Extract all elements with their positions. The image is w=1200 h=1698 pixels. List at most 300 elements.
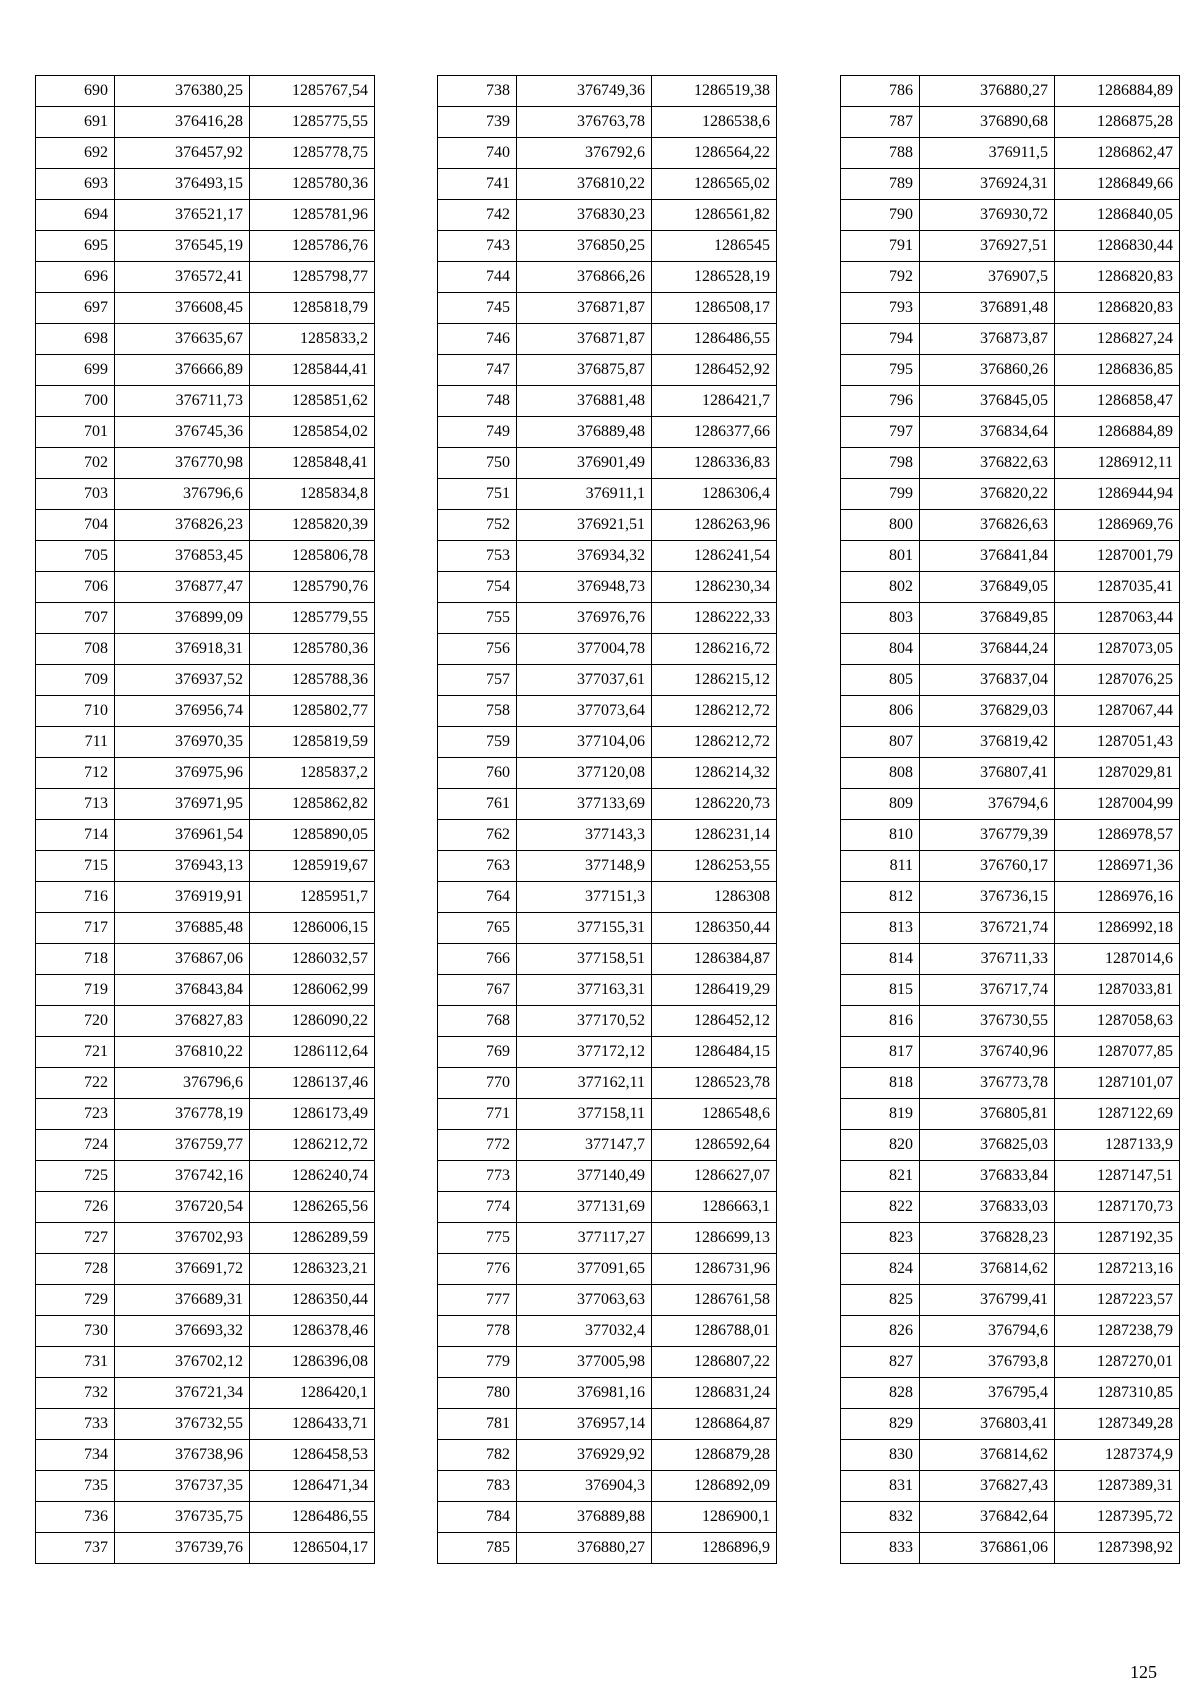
point-number-cell: 743 xyxy=(438,231,517,262)
x-coordinate-cell: 376871,87 xyxy=(517,293,652,324)
point-number-cell: 749 xyxy=(438,417,517,448)
table-row xyxy=(36,1130,375,1161)
point-number-cell: 734 xyxy=(36,1440,115,1471)
point-number-cell: 772 xyxy=(438,1130,517,1161)
point-number-cell: 766 xyxy=(438,944,517,975)
point-number-cell: 693 xyxy=(36,169,115,200)
point-number-cell: 741 xyxy=(438,169,517,200)
x-coordinate-cell: 376889,48 xyxy=(517,417,652,448)
table-row xyxy=(36,262,375,293)
point-number-cell: 773 xyxy=(438,1161,517,1192)
point-number-cell: 735 xyxy=(36,1471,115,1502)
table-row xyxy=(438,293,777,324)
point-number-cell: 708 xyxy=(36,634,115,665)
x-coordinate-cell: 376736,15 xyxy=(920,882,1055,913)
x-coordinate-cell: 377032,4 xyxy=(517,1316,652,1347)
x-coordinate-cell: 376956,74 xyxy=(115,696,250,727)
x-coordinate-cell: 376841,84 xyxy=(920,541,1055,572)
point-number-cell: 712 xyxy=(36,758,115,789)
point-number-cell: 825 xyxy=(841,1285,920,1316)
point-number-cell: 717 xyxy=(36,913,115,944)
point-number-cell: 720 xyxy=(36,1006,115,1037)
y-coordinate-cell: 1287374,9 xyxy=(1055,1440,1180,1471)
table-row xyxy=(841,293,1180,324)
table-row xyxy=(438,231,777,262)
x-coordinate-cell: 376737,35 xyxy=(115,1471,250,1502)
y-coordinate-cell: 1285781,96 xyxy=(250,200,375,231)
y-coordinate-cell: 1287077,85 xyxy=(1055,1037,1180,1068)
x-coordinate-cell: 376873,87 xyxy=(920,324,1055,355)
point-number-cell: 777 xyxy=(438,1285,517,1316)
x-coordinate-cell: 376904,3 xyxy=(517,1471,652,1502)
point-number-cell: 697 xyxy=(36,293,115,324)
table-row xyxy=(841,138,1180,169)
y-coordinate-cell: 1285820,39 xyxy=(250,510,375,541)
x-coordinate-cell: 376937,52 xyxy=(115,665,250,696)
table-row xyxy=(438,200,777,231)
point-number-cell: 810 xyxy=(841,820,920,851)
x-coordinate-cell: 376810,22 xyxy=(517,169,652,200)
y-coordinate-cell: 1286627,07 xyxy=(652,1161,777,1192)
point-number-cell: 763 xyxy=(438,851,517,882)
table-row xyxy=(841,510,1180,541)
table-row xyxy=(438,665,777,696)
y-coordinate-cell: 1285890,05 xyxy=(250,820,375,851)
point-number-cell: 719 xyxy=(36,975,115,1006)
x-coordinate-cell: 376911,1 xyxy=(517,479,652,510)
table-row xyxy=(36,1068,375,1099)
y-coordinate-cell: 1286420,1 xyxy=(250,1378,375,1409)
x-coordinate-cell: 376827,83 xyxy=(115,1006,250,1037)
x-coordinate-cell: 376545,19 xyxy=(115,231,250,262)
table-row xyxy=(36,665,375,696)
y-coordinate-cell: 1287133,9 xyxy=(1055,1130,1180,1161)
table-row xyxy=(36,1378,375,1409)
table-row xyxy=(36,1285,375,1316)
y-coordinate-cell: 1287063,44 xyxy=(1055,603,1180,634)
point-number-cell: 709 xyxy=(36,665,115,696)
point-number-cell: 706 xyxy=(36,572,115,603)
point-number-cell: 756 xyxy=(438,634,517,665)
x-coordinate-cell: 376957,14 xyxy=(517,1409,652,1440)
x-coordinate-cell: 376845,05 xyxy=(920,386,1055,417)
y-coordinate-cell: 1286699,13 xyxy=(652,1223,777,1254)
table-row xyxy=(36,1471,375,1502)
y-coordinate-cell: 1286350,44 xyxy=(652,913,777,944)
y-coordinate-cell: 1286062,99 xyxy=(250,975,375,1006)
point-number-cell: 728 xyxy=(36,1254,115,1285)
x-coordinate-cell: 376380,25 xyxy=(115,76,250,107)
x-coordinate-cell: 376842,64 xyxy=(920,1502,1055,1533)
y-coordinate-cell: 1285798,77 xyxy=(250,262,375,293)
x-coordinate-cell: 376720,54 xyxy=(115,1192,250,1223)
table-row xyxy=(841,1533,1180,1564)
y-coordinate-cell: 1286592,64 xyxy=(652,1130,777,1161)
point-number-cell: 803 xyxy=(841,603,920,634)
table-row xyxy=(438,417,777,448)
y-coordinate-cell: 1286090,22 xyxy=(250,1006,375,1037)
table-row xyxy=(438,696,777,727)
point-number-cell: 799 xyxy=(841,479,920,510)
x-coordinate-cell: 376796,6 xyxy=(115,479,250,510)
x-coordinate-cell: 376943,13 xyxy=(115,851,250,882)
x-coordinate-cell: 376833,84 xyxy=(920,1161,1055,1192)
table-row xyxy=(841,1378,1180,1409)
y-coordinate-cell: 1286384,87 xyxy=(652,944,777,975)
x-coordinate-cell: 377148,9 xyxy=(517,851,652,882)
table-row xyxy=(36,1006,375,1037)
y-coordinate-cell: 1287122,69 xyxy=(1055,1099,1180,1130)
point-number-cell: 726 xyxy=(36,1192,115,1223)
y-coordinate-cell: 1286419,29 xyxy=(652,975,777,1006)
y-coordinate-cell: 1285851,62 xyxy=(250,386,375,417)
y-coordinate-cell: 1286486,55 xyxy=(250,1502,375,1533)
x-coordinate-cell: 376901,49 xyxy=(517,448,652,479)
x-coordinate-cell: 376825,03 xyxy=(920,1130,1055,1161)
point-number-cell: 820 xyxy=(841,1130,920,1161)
table-row xyxy=(438,1440,777,1471)
point-number-cell: 718 xyxy=(36,944,115,975)
point-number-cell: 713 xyxy=(36,789,115,820)
x-coordinate-cell: 376849,85 xyxy=(920,603,1055,634)
x-coordinate-cell: 376691,72 xyxy=(115,1254,250,1285)
x-coordinate-cell: 377155,31 xyxy=(517,913,652,944)
x-coordinate-cell: 376735,75 xyxy=(115,1502,250,1533)
x-coordinate-cell: 376819,42 xyxy=(920,727,1055,758)
y-coordinate-cell: 1286663,1 xyxy=(652,1192,777,1223)
y-coordinate-cell: 1287238,79 xyxy=(1055,1316,1180,1347)
x-coordinate-cell: 376881,48 xyxy=(517,386,652,417)
x-coordinate-cell: 376981,16 xyxy=(517,1378,652,1409)
x-coordinate-cell: 376850,25 xyxy=(517,231,652,262)
point-number-cell: 704 xyxy=(36,510,115,541)
table-row xyxy=(438,882,777,913)
y-coordinate-cell: 1286561,82 xyxy=(652,200,777,231)
y-coordinate-cell: 1286504,17 xyxy=(250,1533,375,1564)
y-coordinate-cell: 1286538,6 xyxy=(652,107,777,138)
x-coordinate-cell: 376608,45 xyxy=(115,293,250,324)
table-row xyxy=(36,913,375,944)
table-row xyxy=(841,1471,1180,1502)
x-coordinate-cell: 376814,62 xyxy=(920,1440,1055,1471)
x-coordinate-cell: 376416,28 xyxy=(115,107,250,138)
x-coordinate-cell: 377140,49 xyxy=(517,1161,652,1192)
point-number-cell: 818 xyxy=(841,1068,920,1099)
point-number-cell: 804 xyxy=(841,634,920,665)
table-row xyxy=(438,789,777,820)
point-number-cell: 812 xyxy=(841,882,920,913)
table-row xyxy=(438,1068,777,1099)
x-coordinate-cell: 376702,93 xyxy=(115,1223,250,1254)
y-coordinate-cell: 1287223,57 xyxy=(1055,1285,1180,1316)
table-row xyxy=(36,820,375,851)
y-coordinate-cell: 1285919,67 xyxy=(250,851,375,882)
x-coordinate-cell: 376880,27 xyxy=(517,1533,652,1564)
point-number-cell: 721 xyxy=(36,1037,115,1068)
point-number-cell: 808 xyxy=(841,758,920,789)
y-coordinate-cell: 1286137,46 xyxy=(250,1068,375,1099)
x-coordinate-cell: 376929,92 xyxy=(517,1440,652,1471)
table-row xyxy=(36,882,375,913)
x-coordinate-cell: 376794,6 xyxy=(920,1316,1055,1347)
x-coordinate-cell: 376773,78 xyxy=(920,1068,1055,1099)
table-row xyxy=(841,231,1180,262)
table-row xyxy=(841,603,1180,634)
y-coordinate-cell: 1286323,21 xyxy=(250,1254,375,1285)
x-coordinate-cell: 376889,88 xyxy=(517,1502,652,1533)
point-number-cell: 710 xyxy=(36,696,115,727)
table-row xyxy=(841,913,1180,944)
y-coordinate-cell: 1287270,01 xyxy=(1055,1347,1180,1378)
x-coordinate-cell: 376739,76 xyxy=(115,1533,250,1564)
y-coordinate-cell: 1286820,83 xyxy=(1055,293,1180,324)
y-coordinate-cell: 1286350,44 xyxy=(250,1285,375,1316)
y-coordinate-cell: 1287067,44 xyxy=(1055,696,1180,727)
x-coordinate-cell: 376493,15 xyxy=(115,169,250,200)
y-coordinate-cell: 1286831,24 xyxy=(652,1378,777,1409)
point-number-cell: 769 xyxy=(438,1037,517,1068)
point-number-cell: 722 xyxy=(36,1068,115,1099)
y-coordinate-cell: 1286879,28 xyxy=(652,1440,777,1471)
x-coordinate-cell: 377170,52 xyxy=(517,1006,652,1037)
x-coordinate-cell: 376693,32 xyxy=(115,1316,250,1347)
x-coordinate-cell: 376890,68 xyxy=(920,107,1055,138)
y-coordinate-cell: 1285806,78 xyxy=(250,541,375,572)
point-number-cell: 753 xyxy=(438,541,517,572)
table-row xyxy=(36,448,375,479)
table-row xyxy=(36,1533,375,1564)
x-coordinate-cell: 376829,03 xyxy=(920,696,1055,727)
point-number-cell: 782 xyxy=(438,1440,517,1471)
y-coordinate-cell: 1285778,75 xyxy=(250,138,375,169)
x-coordinate-cell: 376861,06 xyxy=(920,1533,1055,1564)
table-row xyxy=(438,479,777,510)
x-coordinate-cell: 376457,92 xyxy=(115,138,250,169)
x-coordinate-cell: 376875,87 xyxy=(517,355,652,386)
table-row xyxy=(438,262,777,293)
x-coordinate-cell: 376711,33 xyxy=(920,944,1055,975)
y-coordinate-cell: 1286862,47 xyxy=(1055,138,1180,169)
y-coordinate-cell: 1287004,99 xyxy=(1055,789,1180,820)
y-coordinate-cell: 1286308 xyxy=(652,882,777,913)
point-number-cell: 795 xyxy=(841,355,920,386)
point-number-cell: 786 xyxy=(841,76,920,107)
table-row xyxy=(841,76,1180,107)
y-coordinate-cell: 1287147,51 xyxy=(1055,1161,1180,1192)
y-coordinate-cell: 1286006,15 xyxy=(250,913,375,944)
table-row xyxy=(36,107,375,138)
x-coordinate-cell: 376717,74 xyxy=(920,975,1055,1006)
x-coordinate-cell: 376919,91 xyxy=(115,882,250,913)
y-coordinate-cell: 1286896,9 xyxy=(652,1533,777,1564)
y-coordinate-cell: 1287033,81 xyxy=(1055,975,1180,1006)
x-coordinate-cell: 376833,03 xyxy=(920,1192,1055,1223)
point-number-cell: 711 xyxy=(36,727,115,758)
table-row xyxy=(438,1316,777,1347)
y-coordinate-cell: 1286253,55 xyxy=(652,851,777,882)
y-coordinate-cell: 1285802,77 xyxy=(250,696,375,727)
y-coordinate-cell: 1286212,72 xyxy=(652,696,777,727)
table-row xyxy=(841,1409,1180,1440)
table-row xyxy=(36,510,375,541)
point-number-cell: 780 xyxy=(438,1378,517,1409)
table-row xyxy=(438,634,777,665)
table-row xyxy=(841,820,1180,851)
x-coordinate-cell: 377063,63 xyxy=(517,1285,652,1316)
point-number-cell: 695 xyxy=(36,231,115,262)
table-row xyxy=(36,1223,375,1254)
y-coordinate-cell: 1286222,33 xyxy=(652,603,777,634)
table-row xyxy=(36,200,375,231)
point-number-cell: 790 xyxy=(841,200,920,231)
y-coordinate-cell: 1287035,41 xyxy=(1055,572,1180,603)
y-coordinate-cell: 1286396,08 xyxy=(250,1347,375,1378)
point-number-cell: 819 xyxy=(841,1099,920,1130)
table-row xyxy=(841,479,1180,510)
point-number-cell: 811 xyxy=(841,851,920,882)
y-coordinate-cell: 1285834,8 xyxy=(250,479,375,510)
table-row xyxy=(841,107,1180,138)
y-coordinate-cell: 1286992,18 xyxy=(1055,913,1180,944)
x-coordinate-cell: 376572,41 xyxy=(115,262,250,293)
point-number-cell: 778 xyxy=(438,1316,517,1347)
point-number-cell: 785 xyxy=(438,1533,517,1564)
point-number-cell: 714 xyxy=(36,820,115,851)
point-number-cell: 691 xyxy=(36,107,115,138)
x-coordinate-cell: 376793,8 xyxy=(920,1347,1055,1378)
point-number-cell: 701 xyxy=(36,417,115,448)
point-number-cell: 774 xyxy=(438,1192,517,1223)
table-row xyxy=(36,479,375,510)
y-coordinate-cell: 1286978,57 xyxy=(1055,820,1180,851)
table-row xyxy=(841,572,1180,603)
table-row xyxy=(36,572,375,603)
point-number-cell: 690 xyxy=(36,76,115,107)
point-number-cell: 699 xyxy=(36,355,115,386)
y-coordinate-cell: 1286378,46 xyxy=(250,1316,375,1347)
point-number-cell: 731 xyxy=(36,1347,115,1378)
y-coordinate-cell: 1285775,55 xyxy=(250,107,375,138)
y-coordinate-cell: 1286884,89 xyxy=(1055,76,1180,107)
point-number-cell: 821 xyxy=(841,1161,920,1192)
x-coordinate-cell: 376918,31 xyxy=(115,634,250,665)
y-coordinate-cell: 1286452,92 xyxy=(652,355,777,386)
point-number-cell: 737 xyxy=(36,1533,115,1564)
x-coordinate-cell: 376732,55 xyxy=(115,1409,250,1440)
y-coordinate-cell: 1286761,58 xyxy=(652,1285,777,1316)
y-coordinate-cell: 1287389,31 xyxy=(1055,1471,1180,1502)
x-coordinate-cell: 376891,48 xyxy=(920,293,1055,324)
y-coordinate-cell: 1286892,09 xyxy=(652,1471,777,1502)
x-coordinate-cell: 377133,69 xyxy=(517,789,652,820)
point-number-cell: 802 xyxy=(841,572,920,603)
table-row xyxy=(841,1037,1180,1068)
point-number-cell: 760 xyxy=(438,758,517,789)
point-number-cell: 765 xyxy=(438,913,517,944)
x-coordinate-cell: 376885,48 xyxy=(115,913,250,944)
y-coordinate-cell: 1285862,82 xyxy=(250,789,375,820)
x-coordinate-cell: 376738,96 xyxy=(115,1440,250,1471)
x-coordinate-cell: 376792,6 xyxy=(517,138,652,169)
y-coordinate-cell: 1286452,12 xyxy=(652,1006,777,1037)
y-coordinate-cell: 1285788,36 xyxy=(250,665,375,696)
table-row xyxy=(841,944,1180,975)
point-number-cell: 716 xyxy=(36,882,115,913)
table-row xyxy=(841,1316,1180,1347)
table-row xyxy=(438,1533,777,1564)
y-coordinate-cell: 1285790,76 xyxy=(250,572,375,603)
x-coordinate-cell: 377120,08 xyxy=(517,758,652,789)
table-row xyxy=(36,1440,375,1471)
point-number-cell: 738 xyxy=(438,76,517,107)
table-row xyxy=(841,696,1180,727)
table-row xyxy=(438,355,777,386)
y-coordinate-cell: 1287310,85 xyxy=(1055,1378,1180,1409)
point-number-cell: 779 xyxy=(438,1347,517,1378)
y-coordinate-cell: 1286969,76 xyxy=(1055,510,1180,541)
table-row xyxy=(36,1099,375,1130)
table-row xyxy=(841,1099,1180,1130)
x-coordinate-cell: 376635,67 xyxy=(115,324,250,355)
point-number-cell: 828 xyxy=(841,1378,920,1409)
x-coordinate-cell: 376976,76 xyxy=(517,603,652,634)
y-coordinate-cell: 1286849,66 xyxy=(1055,169,1180,200)
table-row xyxy=(841,1440,1180,1471)
table-row xyxy=(841,882,1180,913)
y-coordinate-cell: 1285837,2 xyxy=(250,758,375,789)
y-coordinate-cell: 1286263,96 xyxy=(652,510,777,541)
y-coordinate-cell: 1287170,73 xyxy=(1055,1192,1180,1223)
point-number-cell: 807 xyxy=(841,727,920,758)
y-coordinate-cell: 1286215,12 xyxy=(652,665,777,696)
point-number-cell: 793 xyxy=(841,293,920,324)
point-number-cell: 767 xyxy=(438,975,517,1006)
point-number-cell: 776 xyxy=(438,1254,517,1285)
point-number-cell: 703 xyxy=(36,479,115,510)
table-row xyxy=(36,758,375,789)
table-row xyxy=(438,1471,777,1502)
y-coordinate-cell: 1287014,6 xyxy=(1055,944,1180,975)
y-coordinate-cell: 1286944,94 xyxy=(1055,479,1180,510)
x-coordinate-cell: 376975,96 xyxy=(115,758,250,789)
point-number-cell: 791 xyxy=(841,231,920,262)
y-coordinate-cell: 1286971,36 xyxy=(1055,851,1180,882)
table-row xyxy=(841,1006,1180,1037)
point-number-cell: 698 xyxy=(36,324,115,355)
point-number-cell: 833 xyxy=(841,1533,920,1564)
point-number-cell: 733 xyxy=(36,1409,115,1440)
y-coordinate-cell: 1285818,79 xyxy=(250,293,375,324)
y-coordinate-cell: 1286306,4 xyxy=(652,479,777,510)
point-number-cell: 816 xyxy=(841,1006,920,1037)
point-number-cell: 762 xyxy=(438,820,517,851)
table-row xyxy=(36,1316,375,1347)
y-coordinate-cell: 1286523,78 xyxy=(652,1068,777,1099)
y-coordinate-cell: 1287349,28 xyxy=(1055,1409,1180,1440)
x-coordinate-cell: 376924,31 xyxy=(920,169,1055,200)
y-coordinate-cell: 1286220,73 xyxy=(652,789,777,820)
table-row xyxy=(841,541,1180,572)
table-row xyxy=(841,1285,1180,1316)
point-number-cell: 696 xyxy=(36,262,115,293)
x-coordinate-cell: 376689,31 xyxy=(115,1285,250,1316)
table-row xyxy=(841,169,1180,200)
table-row xyxy=(36,169,375,200)
table-row xyxy=(438,913,777,944)
point-number-cell: 829 xyxy=(841,1409,920,1440)
point-number-cell: 700 xyxy=(36,386,115,417)
table-row xyxy=(438,324,777,355)
